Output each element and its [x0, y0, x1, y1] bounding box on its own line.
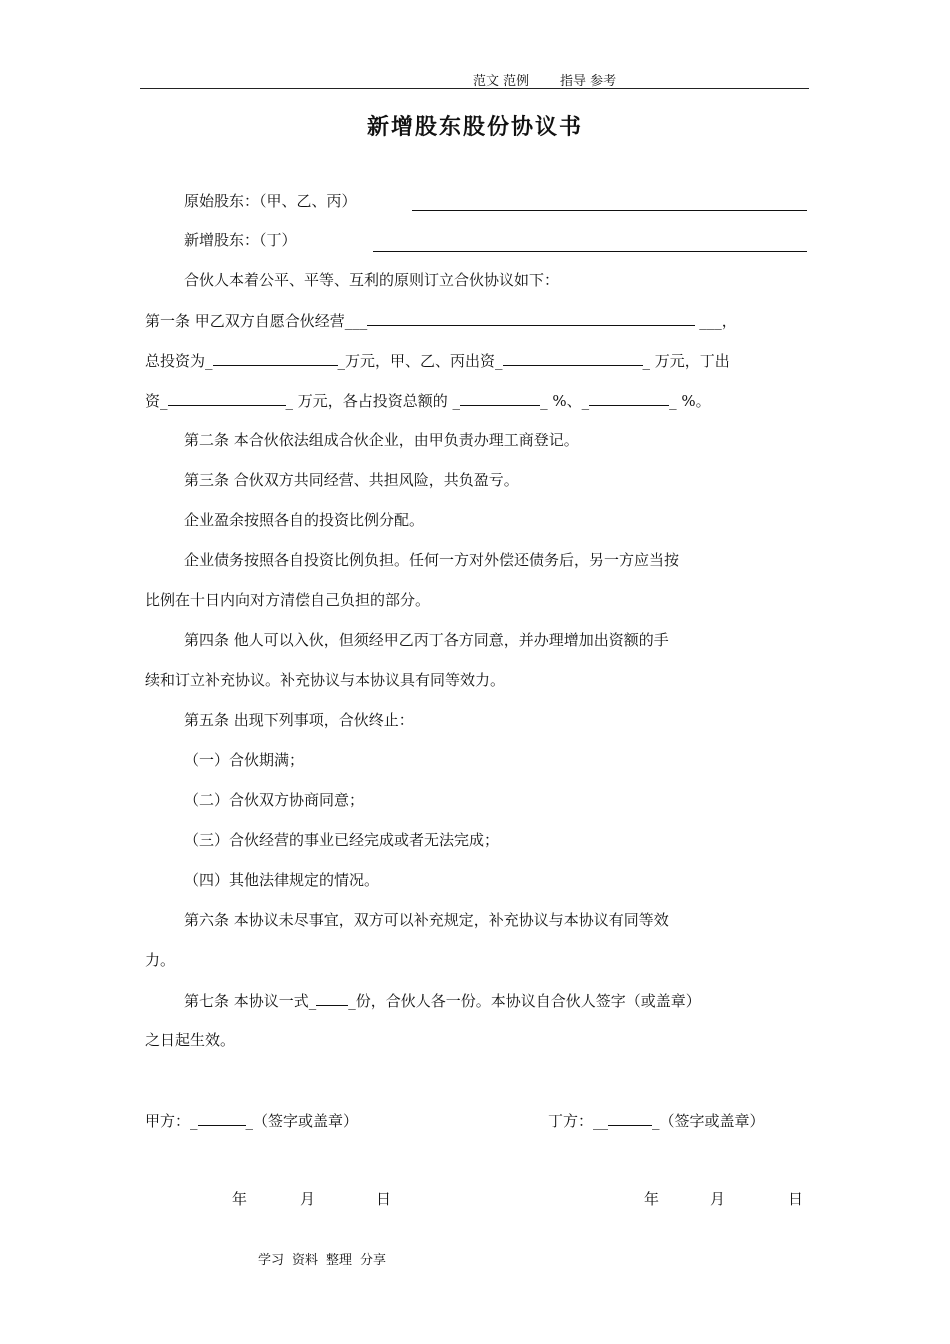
party-a-year: 年	[232, 1190, 248, 1208]
article2-text: 第二条 本合伙依法组成合伙企业，由甲负责办理工商登记。	[184, 431, 579, 449]
article4-line1: 第四条 他人可以入伙，但须经甲乙丙丁各方同意，并办理增加出资额的手	[184, 631, 669, 649]
party-d-day: 日	[788, 1190, 804, 1208]
abc-investment-label: _万元，甲、乙、丙出资_	[337, 352, 503, 370]
abc-investment-blank[interactable]	[503, 349, 643, 366]
d-investment-prefix: 资_	[145, 392, 168, 410]
share-ratio-separator: _ %、_	[540, 392, 590, 410]
party-d-month: 月	[710, 1190, 726, 1208]
new-shareholder-line	[184, 229, 297, 251]
article4-line2: 续和订立补充协议。补充协议与本协议具有同等效力。	[145, 671, 506, 689]
footer-word-2: 资料	[292, 1253, 319, 1268]
debt-text-line2: 比例在十日内向对方清偿自己负担的部分。	[145, 591, 431, 609]
article1-line1	[145, 309, 737, 332]
share-ratio-label: _ 万元，各占投资总额的 _	[285, 392, 461, 410]
intro-text: 合伙人本着公平、平等、互利的原则订立合伙协议如下：	[184, 271, 560, 289]
page-header	[140, 66, 809, 89]
article1-line2	[145, 349, 730, 372]
party-a-month: 月	[300, 1190, 316, 1208]
article5-item-3: （三）合伙经营的事业已经完成或者无法完成；	[184, 831, 500, 849]
share-ratio-end: _ %。	[669, 392, 711, 410]
party-a-day: 日	[376, 1190, 392, 1208]
party-a-suffix: _（签字或盖章）	[245, 1112, 359, 1130]
debt-text-line1: 企业债务按照各自投资比例负担。任何一方对外偿还债务后，另一方应当按	[184, 551, 680, 569]
footer-word-3: 整理	[326, 1253, 353, 1268]
footer-word-1: 学习	[258, 1253, 285, 1268]
total-investment-label: 总投资为_	[145, 352, 213, 370]
article6-line1: 第六条 本协议未尽事宜，双方可以补充规定，补充协议与本协议有同等效	[184, 911, 669, 929]
party-a-signature-blank[interactable]	[198, 1109, 246, 1126]
article1-line3	[145, 389, 711, 412]
article5-item-2: （二）合伙双方协商同意；	[184, 791, 365, 809]
article7-line1	[184, 989, 701, 1012]
article7-suffix: _份，合伙人各一份。本协议自合伙人签字（或盖章）	[348, 992, 701, 1010]
article1-line1-suffix: ___，	[699, 312, 737, 330]
total-investment-blank[interactable]	[213, 349, 338, 366]
d-investment-blank[interactable]	[168, 389, 286, 406]
share-ratio-blank-1[interactable]	[460, 389, 540, 406]
party-a-signature	[145, 1109, 358, 1132]
party-a-label: 甲方：_	[145, 1112, 198, 1130]
article7-line2: 之日起生效。	[145, 1031, 236, 1049]
footer-word-4: 分享	[360, 1253, 387, 1268]
header-left-text: 范文 范例	[473, 74, 530, 89]
header-right-text: 指导 参考	[560, 74, 617, 89]
document-title: 新增股东股份协议书	[366, 114, 583, 140]
party-d-signature-blank[interactable]	[608, 1109, 652, 1126]
party-d-year: 年	[644, 1190, 660, 1208]
article5-item-4: （四）其他法律规定的情况。	[184, 871, 380, 889]
copies-blank[interactable]	[316, 989, 348, 1006]
page-footer	[258, 1249, 394, 1268]
business-scope-blank[interactable]	[367, 309, 695, 326]
profit-distribution-text: 企业盈余按照各自的投资比例分配。	[184, 511, 425, 529]
new-shareholder-label: 新增股东：（丁）	[184, 231, 297, 249]
new-shareholder-blank[interactable]	[373, 251, 807, 252]
d-investment-label: _ 万元，丁出	[642, 352, 730, 370]
article5-item-1: （一）合伙期满；	[184, 751, 305, 769]
article1-line1-prefix: 第一条 甲乙双方自愿合伙经营___	[145, 312, 368, 330]
article3-text: 第三条 合伙双方共同经营、共担风险，共负盈亏。	[184, 471, 519, 489]
article5-text: 第五条 出现下列事项，合伙终止：	[184, 711, 414, 729]
original-shareholders-blank[interactable]	[412, 210, 807, 211]
article6-line2: 力。	[145, 951, 176, 969]
party-d-label: 丁方：__	[548, 1112, 609, 1130]
party-d-suffix: _（签字或盖章）	[652, 1112, 765, 1130]
article7-prefix: 第七条 本协议一式_	[184, 992, 317, 1010]
original-shareholders-line	[184, 190, 357, 212]
party-d-signature	[548, 1109, 765, 1132]
original-shareholders-label: 原始股东：（甲、乙、丙）	[184, 192, 357, 210]
share-ratio-blank-2[interactable]	[589, 389, 669, 406]
